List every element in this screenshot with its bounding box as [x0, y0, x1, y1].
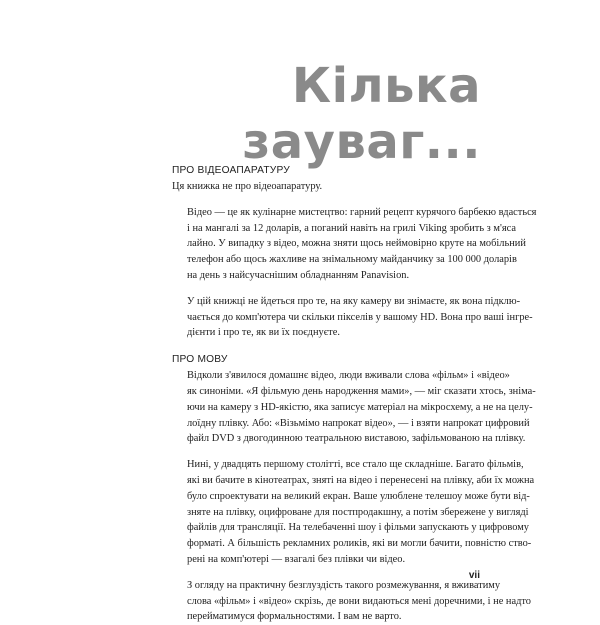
text-line: файл DVD з двогодинною театральною виставою, зафільмованою на плівку. [187, 433, 526, 445]
text-line: які ви бачите в кінотеатрах, зняті на відео і перенесені на плівку, аби їх можна [187, 474, 535, 486]
paragraph [172, 294, 533, 341]
page-number: vii [468, 570, 480, 581]
paragraph [172, 457, 535, 568]
text-line: ючи на камеру з HD-якістю, яка записує матеріал на мікросхему, а не на целу- [187, 401, 533, 413]
text-line: У цій книжці не йдеться про те, на яку камеру ви знімаєте, як вона підклю- [187, 295, 521, 307]
text-line: і на мангалі за 12 доларів, а поганий навіть на грилі Viking зробить з м'яса [187, 222, 516, 234]
text-line: рені на комп'ютері — взагалі без плівки чи відео. [187, 553, 406, 565]
text-line: зняте на плівку, оцифроване для постпродакшну, а потім збережене у вигляді [187, 506, 529, 518]
text-line: файлів для трансляції. На телебаченні шоу і фільми запускають у цифровому [187, 522, 530, 534]
paragraph [172, 179, 490, 195]
text-line: чається до комп'ютера чи скільки пікселів у вашому HD. Вона про ваші інгре- [187, 311, 533, 323]
paragraph [172, 205, 537, 284]
text-line: форматі. А більшість рекламних роликів, які ви могли бачити, повністю ство- [187, 538, 532, 550]
text-line: Нині, у двадцять першому столітті, все стало ще складніше. Багато фільмів, [187, 459, 524, 471]
section-heading-equipment: ПРО ВІДЕОАПАРАТУРУ [172, 165, 290, 176]
text-line: Відео — це як кулінарне мистецтво: гарний рецепт курячого барбекю вдасться [187, 206, 537, 218]
text-line: слова «фільм» і «відео» скрізь, де вони видаються мені доречними, і не надто [187, 595, 531, 607]
text-line: Ця книжка не про відеоапаратуру. [172, 181, 323, 192]
text-line: Відколи з'явилося домашнє відео, люди вживали слова «фільм» і «відео» [187, 370, 510, 382]
page-body [172, 163, 537, 625]
text-line: на день з найсучаснішим обладнанням Panavision. [187, 269, 410, 281]
text-line: телефон або щось жахливе на знімальному майданчику за 100 000 доларів [187, 254, 517, 266]
paragraph [172, 578, 531, 625]
text-line: як синоніми. «Я фільмую день народження мами», — міг сказати хтось, зніма- [187, 385, 536, 397]
text-line: було спроектувати на великий екран. Ваше улюблене телешоу може бути від- [187, 490, 530, 502]
text-line: дієнти і про те, як ви їх поєднуєте. [187, 327, 340, 339]
section-heading-language: ПРО МОВУ [172, 354, 228, 366]
text-line: лайно. У випадку з відео, можна зняти щось неймовірно круте на мобільний [187, 238, 526, 250]
paragraph [172, 368, 536, 447]
text-line: перейматимуся формальностями. І вам не варто. [187, 611, 402, 623]
chapter-title-line-2: зауваг... [242, 114, 481, 170]
text-line: З огляду на практичну безглуздість такого розмежування, я вживатиму [187, 579, 501, 591]
chapter-title [242, 58, 481, 170]
chapter-title-line-1: Кілька [291, 58, 481, 114]
text-line: лоїдну плівку. Або: «Візьмімо напрокат відео», — і взяти напрокат цифровий [187, 417, 530, 429]
